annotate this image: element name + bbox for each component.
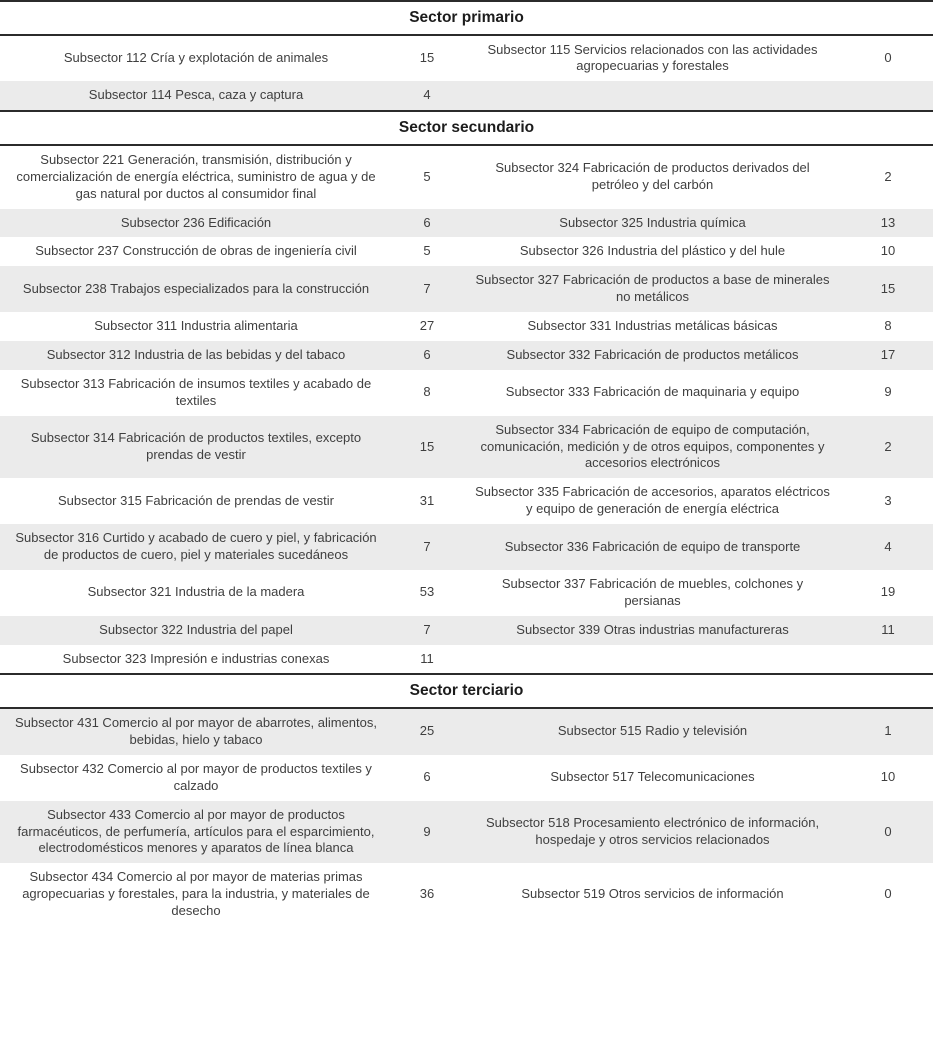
subsector-name: Subsector 517 Telecomunicaciones [550, 769, 755, 785]
subsector-count: 15 [419, 438, 435, 454]
subsector-count: 31 [419, 492, 435, 508]
subsector-name: Subsector 237 Construcción de obras de ingeniería civil [35, 243, 357, 259]
subsector-count: 0 [884, 886, 892, 902]
section-header: Sector primario [0, 0, 933, 36]
section-header: Sector secundario [0, 110, 933, 146]
subsector-count: 3 [884, 492, 892, 508]
table-row [0, 755, 933, 801]
subsector-count: 36 [419, 886, 435, 902]
subsector-count: 0 [884, 823, 892, 839]
section-header: Sector terciario [0, 673, 933, 709]
subsector-name: Subsector 434 Comercio al por mayor de materias primas agropecuarias y forestales, para la industria, y materiales de desecho [22, 869, 370, 919]
subsector-name: Subsector 335 Fabricación de accesorios, aparatos eléctricos y equipo de generación de energía eléctrica [475, 484, 830, 517]
subsector-count: 15 [880, 280, 896, 296]
subsector-name: Subsector 323 Impresión e industrias conexas [62, 650, 330, 666]
subsector-name: Subsector 314 Fabricación de productos textiles, excepto prendas de vestir [30, 430, 362, 462]
subsector-name: Subsector 114 Pesca, caza y captura [88, 87, 304, 103]
table-row [0, 209, 933, 238]
subsector-count: 25 [419, 723, 435, 739]
subsector-name: Subsector 432 Comercio al por mayor de productos textiles y calzado [20, 760, 372, 793]
subsector-name: Subsector 332 Fabricación de productos metálicos [506, 346, 799, 362]
subsector-name: Subsector 515 Radio y televisión [557, 723, 748, 739]
subsector-name: Subsector 322 Industria del papel [99, 621, 293, 637]
subsector-count: 53 [419, 584, 435, 600]
subsector-name: Subsector 433 Comercio al por mayor de productos farmacéuticos, de perfumería, artículos para el esparcimiento, electrodomésticos menores y aparatos de línea blanca [17, 806, 375, 856]
subsector-count: 10 [880, 243, 896, 259]
subsector-count: 6 [423, 769, 431, 785]
subsector-name: Subsector 325 Industria química [559, 214, 746, 230]
subsector-name [462, 90, 843, 102]
subsector-name: Subsector 311 Industria alimentaria [94, 318, 298, 334]
subsector-name: Subsector 312 Industria de las bebidas y del tabaco [46, 346, 346, 362]
table-row [0, 416, 933, 479]
subsector-count: 11 [420, 650, 434, 666]
table-row [0, 863, 933, 926]
subsector-count: 2 [884, 438, 892, 454]
subsector-name: Subsector 313 Fabricación de insumos textiles y acabado de textiles [20, 375, 372, 408]
subsector-count: 9 [423, 823, 431, 839]
table-row [0, 312, 933, 341]
subsector-count: 19 [880, 584, 896, 600]
subsector-count: 7 [423, 538, 431, 554]
table-row [0, 370, 933, 416]
subsector-name: Subsector 315 Fabricación de prendas de vestir [57, 492, 335, 508]
table-row [0, 341, 933, 370]
subsector-count: 10 [880, 769, 896, 785]
subsector-name: Subsector 238 Trabajos especializados para la construcción [22, 280, 370, 296]
table-row [0, 645, 933, 674]
subsector-count: 6 [423, 214, 431, 230]
subsector-name: Subsector 431 Comercio al por mayor de abarrotes, alimentos, bebidas, hielo y tabaco [14, 715, 377, 747]
subsector-count: 17 [880, 346, 896, 362]
subsector-count: 8 [423, 384, 431, 400]
table-row [0, 570, 933, 616]
subsector-name: Subsector 337 Fabricación de muebles, colchones y persianas [501, 575, 804, 608]
subsector-count: 9 [884, 384, 892, 400]
subsector-count: 15 [419, 50, 435, 66]
subsector-count: 6 [423, 346, 431, 362]
subsector-name: Subsector 321 Industria de la madera [87, 584, 305, 600]
subsector-name: Subsector 221 Generación, transmisión, distribución y comercialización de energía eléctrica, suministro de agua y de gas natural por ductos al consumidor final [16, 151, 376, 201]
table-row [0, 616, 933, 645]
subsector-count: 0 [884, 50, 892, 66]
subsector-count: 11 [881, 621, 895, 637]
table-row [0, 81, 933, 110]
subsector-name: Subsector 334 Fabricación de equipo de computación, comunicación, medición y de otros equipos, componentes y accesorios electrónicos [480, 421, 825, 471]
table-row [0, 36, 933, 82]
subsector-count: 7 [423, 280, 431, 296]
subsector-count: 13 [880, 214, 896, 230]
table-row [0, 709, 933, 755]
subsector-count: 4 [423, 87, 431, 103]
table-row [0, 237, 933, 266]
subsector-count [843, 653, 933, 665]
subsector-name: Subsector 339 Otras industrias manufactureras [516, 621, 789, 637]
subsector-count: 5 [423, 168, 431, 184]
subsector-name: Subsector 316 Curtido y acabado de cuero y piel, y fabricación de productos de cuero, piel y materiales sucedáneos [15, 530, 377, 562]
subsector-name: Subsector 333 Fabricación de maquinaria y equipo [505, 384, 800, 400]
subsector-name: Subsector 324 Fabricación de productos derivados del petróleo y del carbón [495, 160, 810, 193]
subsector-name: Subsector 112 Cría y explotación de animales [63, 50, 329, 66]
subsector-name: Subsector 518 Procesamiento electrónico de información, hospedaje y otros servicios relacionados [485, 815, 820, 847]
subsector-count: 5 [423, 243, 431, 259]
subsector-count [843, 90, 933, 102]
subsector-name: Subsector 331 Industrias metálicas básicas [527, 318, 778, 334]
subsector-name: Subsector 326 Industria del plástico y del hule [519, 243, 786, 259]
subsector-count: 7 [423, 621, 431, 637]
subsector-name: Subsector 336 Fabricación de equipo de transporte [504, 538, 801, 554]
subsector-name: Subsector 519 Otros servicios de información [521, 886, 784, 902]
table-row [0, 266, 933, 312]
subsector-name: Subsector 115 Servicios relacionados con las actividades agropecuarias y forestales [487, 41, 818, 74]
table-row [0, 524, 933, 570]
subsector-count: 4 [884, 538, 892, 554]
table-row [0, 801, 933, 864]
subsector-name [462, 653, 843, 665]
subsector-count: 8 [884, 318, 892, 334]
subsector-count: 2 [884, 168, 892, 184]
subsector-name: Subsector 236 Edificación [120, 214, 272, 230]
subsector-name: Subsector 327 Fabricación de productos a base de minerales no metálicos [475, 272, 830, 305]
table-row [0, 146, 933, 209]
subsector-count: 1 [884, 723, 892, 739]
table-row [0, 478, 933, 524]
subsector-count: 27 [419, 318, 435, 334]
